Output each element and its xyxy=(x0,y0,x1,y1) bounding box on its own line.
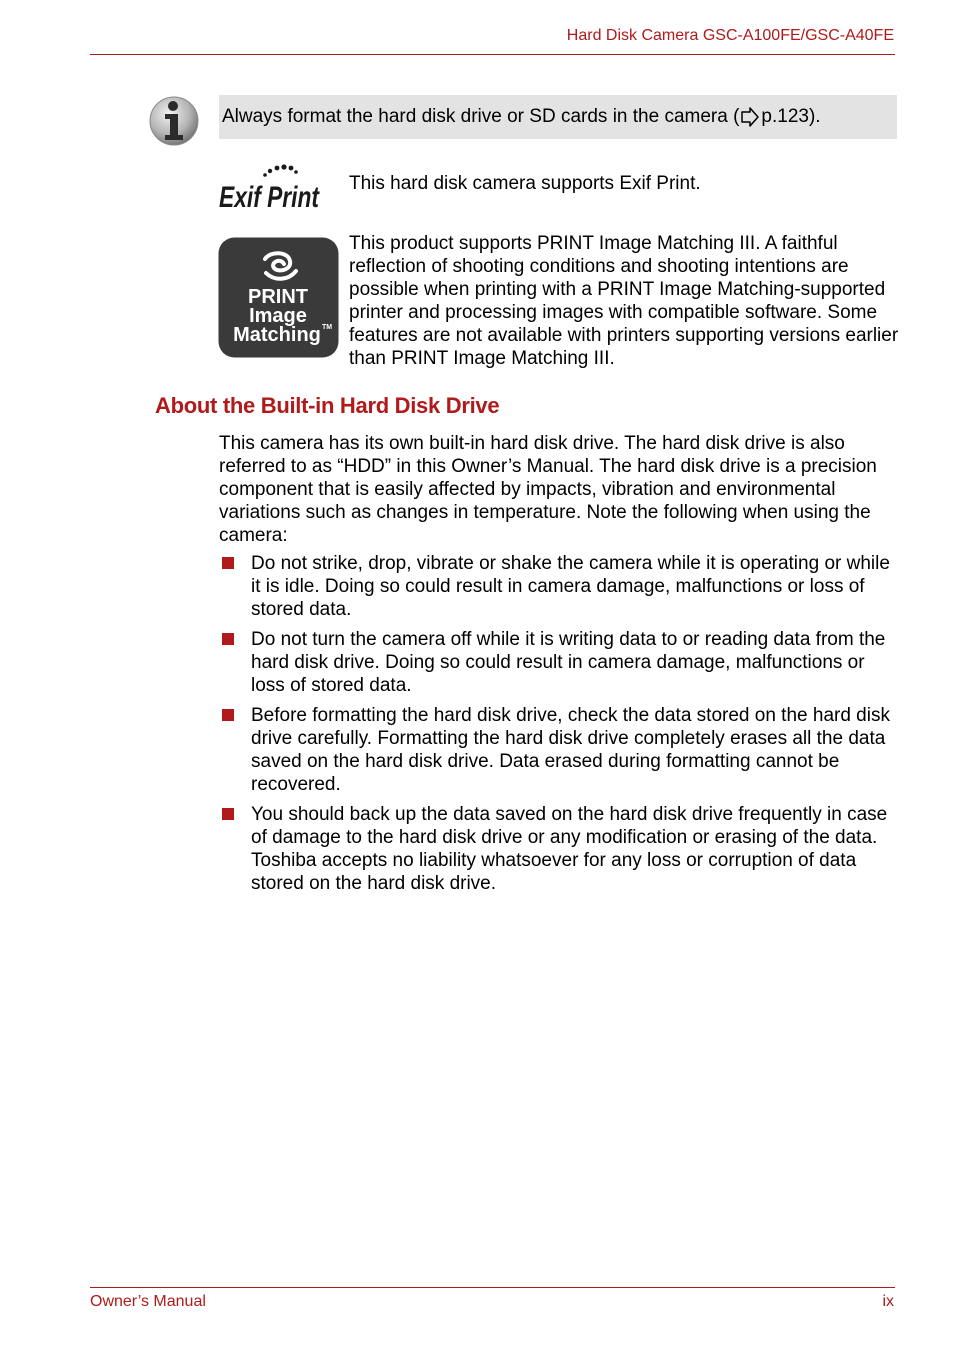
page-header-title: Hard Disk Camera GSC-A100FE/GSC-A40FE xyxy=(566,27,894,44)
note-box xyxy=(219,95,897,139)
bullet-square-icon xyxy=(222,557,234,569)
arrow-right-icon xyxy=(740,107,760,127)
pim-logo-line3: Matching xyxy=(233,324,321,346)
pim-logo-line1: PRINT xyxy=(248,286,308,308)
bullet-text: Do not strike, drop, vibrate or shake the camera while it is operating or while it is idle. Doing so could result in camera damage, malfunctions or loss of stored data. xyxy=(251,553,890,620)
bullet-text: Before formatting the hard disk drive, check the data stored on the hard disk drive carefully. Formatting the hard disk drive completely erases all the data saved on the hard disk drive. Data erased during formatting cannot be recovered. xyxy=(251,705,890,795)
note-page-ref: p.123). xyxy=(761,106,821,127)
bullet-square-icon xyxy=(222,709,234,721)
footer-manual-title: Owner’s Manual xyxy=(90,1293,206,1310)
print-image-matching-logo xyxy=(218,237,339,358)
bullet-square-icon xyxy=(222,633,234,645)
list-item xyxy=(219,803,899,895)
bullet-text: You should back up the data saved on the hard disk drive frequently in case of damage to the hard disk drive or any modification or erasing of the data. Toshiba accepts no liability whatsoever for any loss or corruption of data stored on the hard disk drive. xyxy=(251,804,888,894)
section-intro: This camera has its own built-in hard disk drive. The hard disk drive is also referred to as “HDD” in this Owner’s Manual. The hard disk drive is a precision component that is easily affected by impacts, vibration and environmental variations such as changes in temperature. Note the following when using the camera: xyxy=(219,433,877,546)
exif-print-logo xyxy=(218,163,322,213)
list-item xyxy=(219,704,899,796)
bullet-list xyxy=(219,552,899,902)
pim-description: This product supports PRINT Image Matching III. A faithful reflection of shooting conditions and shooting intentions are possible when printing with a PRINT Image Matching-supported printer and processing images with compatible software. Some features are not available with printers supporting versions earlier than PRINT Image Matching III. xyxy=(349,233,899,369)
info-icon xyxy=(148,95,200,147)
list-item xyxy=(219,628,899,697)
header-rule xyxy=(90,54,895,55)
pim-logo-tm: TM xyxy=(321,324,333,331)
page-number: ix xyxy=(882,1293,894,1310)
list-item xyxy=(219,552,899,621)
bullet-text: Do not turn the camera off while it is writing data to or reading data from the hard disk drive. Doing so could result in camera damage, malfunctions or loss of stored data. xyxy=(251,629,886,696)
pim-logo-line2: Image xyxy=(249,305,307,327)
section-heading: About the Built-in Hard Disk Drive xyxy=(155,393,500,418)
exif-description: This hard disk camera supports Exif Print. xyxy=(349,173,701,194)
exif-logo-text: Exif Print xyxy=(219,181,321,214)
bullet-square-icon xyxy=(222,808,234,820)
footer-rule xyxy=(90,1287,895,1288)
note-text-start: Always format the hard disk drive or SD cards in the camera ( xyxy=(222,106,740,127)
